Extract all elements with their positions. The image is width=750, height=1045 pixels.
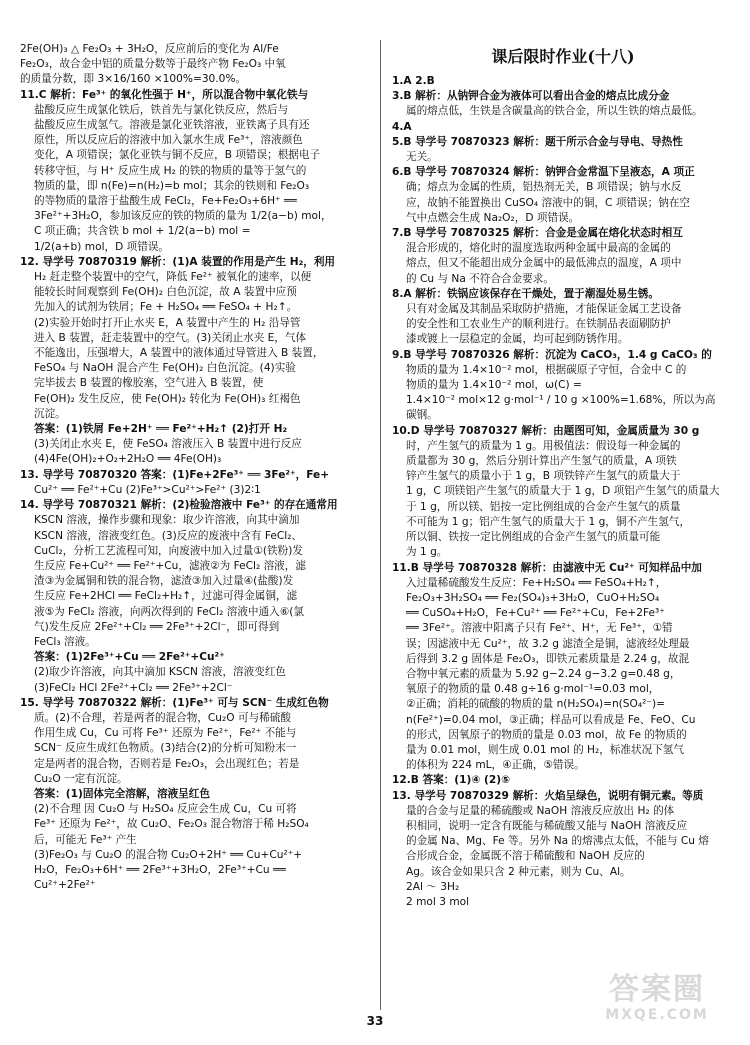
text-line: 10.D 导学号 70870327 解析：由题图可知，金属质量为 30 g <box>392 424 700 437</box>
text-line: 质。(2)不合理，若是两者的混合物，Cu₂O 可与稀硫酸 <box>34 711 291 724</box>
text-line: Fe₂O₃，故合金中铝的质量分数等于最终产物 Fe₂O₃ 中氧 <box>20 58 286 71</box>
text-line: 属的熔点低，生铁是含碳量高的铁合金，所以生铁的熔点最低。 <box>406 105 703 118</box>
text-line: 能较长时间观察到 Fe(OH)₂ 白色沉淀，故 A 装置中应预 <box>34 286 297 299</box>
text-line: 的金属 Na、Mg、Fe 等。另外 Na 的熔沸点太低，不能与 Cu 熔 <box>406 835 709 848</box>
text-line: (2)取少许溶液，向其中滴加 KSCN 溶液，溶液变红色 <box>34 666 287 679</box>
text-line: 12.B 答案：(1)④ (2)⑤ <box>392 774 511 787</box>
text-line: 不能逸出，压强增大，A 装置中的液体通过导管进入 B 装置， <box>34 347 324 360</box>
text-line: 变化，A 项错误；氯化亚铁与铜不反应，B 项错误；根据电子 <box>34 149 321 162</box>
text-line: (3)FeCl₂ HCl 2Fe²⁺+Cl₂ ══ 2Fe³⁺+2Cl⁻ <box>34 681 233 694</box>
text-line: (4)4Fe(OH)₂+O₂+2H₂O ══ 4Fe(OH)₃ <box>34 453 222 466</box>
text-line: ══ CuSO₄+H₂O，Fe+Cu²⁺ ══ Fe²⁺+Cu，Fe+2Fe³⁺ <box>406 607 665 620</box>
text-line: Cu²⁺+2Fe²⁺ <box>34 879 96 892</box>
text-line: 的质量分数，即 3×16/160 ×100%=30.0%。 <box>20 73 247 86</box>
column-divider <box>380 40 381 1010</box>
text-line: 物质的量为 1.4×10⁻² mol，根据碳原子守恒，合金中 C 的 <box>406 363 687 376</box>
text-line: 无关。 <box>406 151 438 164</box>
text-line: 作用生成 Cu，Cu 可将 Fe³⁺ 还原为 Fe²⁺，Fe²⁺ 不能与 <box>34 727 297 740</box>
text-line: 量的合金与足量的稀硫酸或 NaOH 溶液反应放出 H₂ 的体 <box>406 804 675 817</box>
text-line: 沉淀。 <box>34 407 66 420</box>
text-line: 熔点，但又不能超出成分金属中的最低沸点的温度，A 项中 <box>406 257 682 270</box>
text-line: Ag。该合金如果只含 2 种元素，则为 Cu、Al。 <box>406 865 631 878</box>
text-line: Cu₂O 一定有沉淀。 <box>34 772 128 785</box>
text-line: 后，可能无 Fe³⁺ 产生 <box>34 833 137 846</box>
text-line: 盐酸反应生成氢气。溶液是氯化亚铁溶液，亚铁离子具有还 <box>34 119 310 132</box>
text-line: Fe(OH)₂ 发生反应，使 Fe(OH)₂ 转化为 Fe(OH)₃ 红褐色 <box>34 392 301 405</box>
text-line: 11.B 导学号 70870328 解析：由滤液中无 Cu²⁺ 可知样品中加 <box>392 561 702 574</box>
text-line: 只有对金属及其制品采取防护措施，才能保证金属工艺设备 <box>406 303 682 316</box>
text-line: 误；因滤液中无 Cu²⁺，故 3.2 g 滤渣全是铜，滤液经处理最 <box>406 637 690 650</box>
text-line: H₂ 赶走整个装置中的空气，降低 Fe²⁺ 被氧化的速率，以便 <box>34 271 312 284</box>
text-line: CuCl₂，分析工艺流程可知，向废液中加入过量①(铁粉)发 <box>34 544 303 557</box>
left-column <box>20 42 360 893</box>
text-line: 混合形成的，熔化时的温度选取两种金属中最高的金属的 <box>406 242 671 255</box>
text-line: 转移守恒，与 H⁺ 反应生成 H₂ 的铁的物质的量等于氢气的 <box>34 164 307 177</box>
text-line: 2Fe(OH)₃ △ Fe₂O₃ + 3H₂O，反应前后的变化为 Al/Fe <box>20 43 279 55</box>
text-line: 9.B 导学号 70870326 解析：沉淀为 CaCO₃，1.4 g CaCO₃ 的 <box>392 348 712 361</box>
text-line: 3.B 解析：从钠钾合金为液体可以看出合金的熔点比成分金 <box>392 90 670 103</box>
text-line: 确；熔点为金属的性质，铝热剂无关，B 项错误；钠与水反 <box>406 181 682 194</box>
text-line: 时，产生氢气的质量为 1 g。用极值法：假设每一种金属的 <box>406 439 681 452</box>
text-line: 的体积为 224 mL，④正确，⑤错误。 <box>406 759 585 772</box>
text-line: (2)实验开始时打开止水夹 E，A 装置中产生的 H₂ 沿导管 <box>34 316 301 329</box>
text-line: 13. 导学号 70870320 答案：(1)Fe+2Fe³⁺ ══ 3Fe²⁺，Fe+ <box>20 468 330 481</box>
text-line: 积相同，说明一定含有既能与稀硫酸又能与 NaOH 溶液反应 <box>406 819 688 832</box>
text-line: 先加入的试剂为铁屑；Fe + H₂SO₄ ══ FeSO₄ + H₂↑。 <box>34 301 298 314</box>
text-line: 漆或镀上一层稳定的金属，均可起到防锈作用。 <box>406 333 629 346</box>
text-line: C 项正确；共含铁 b mol + 1/2(a−b) mol = <box>34 225 251 238</box>
text-line: ══ 3Fe²⁺。溶液中阳离子只有 Fe²⁺、H⁺，无 Fe³⁺，①错 <box>406 622 673 635</box>
text-line: FeSO₄ 与 NaOH 混合产生 Fe(OH)₂ 白色沉淀。(4)实验 <box>34 362 296 375</box>
text-line: (3)Fe₂O₃ 与 Cu₂O 的混合物 Cu₂O+2H⁺ ══ Cu+Cu²⁺+ <box>34 848 303 861</box>
page-number: 33 <box>366 1014 384 1028</box>
text-line: 的等物质的量溶于盐酸生成 FeCl₂，Fe+Fe₂O₃+6H⁺ ══ <box>34 195 297 208</box>
text-line: 的安全性和工农业生产的顺利进行。在铁制品表面刷防护 <box>406 318 671 331</box>
text-line: 进入 B 装置，赶走装置中的空气。(3)关闭止水夹 E，气体 <box>34 331 307 344</box>
text-line: 1.A 2.B <box>392 75 435 87</box>
text-line: 原性，所以反应后的溶液中加入氯水生成 Fe³⁺，溶液颜色 <box>34 134 303 147</box>
text-line: 的形式，因氧原子的物质的量是 0.03 mol，故 Fe 的物质的 <box>406 728 687 741</box>
text-line: 气中点燃会生成 Na₂O₂，D 项错误。 <box>406 211 580 224</box>
text-line: 为 1 g。 <box>406 546 448 559</box>
text-line: 质量都为 30 g，然后分别计算出产生氢气的质量，A 项铁 <box>406 455 677 468</box>
text-line: 生反应 Fe+2HCl ══ FeCl₂+H₂↑，过滤可得金属铜，滤 <box>34 590 298 603</box>
text-line: 12. 导学号 70870319 解析：(1)A 装置的作用是产生 H₂，利用 <box>20 255 336 268</box>
text-line: 的 Cu 与 Na 不符合合金要求。 <box>406 272 554 285</box>
text-line: 合物中氧元素的质量为 5.92 g−2.24 g−3.2 g=0.48 g， <box>406 667 681 680</box>
text-line: 14. 导学号 70870321 解析：(2)检验溶液中 Fe³⁺ 的存在通常用 <box>20 499 338 512</box>
text-line: 生反应 Fe+Cu²⁺ ══ Fe²⁺+Cu，滤液②为 FeCl₂ 溶液，滤 <box>34 559 306 572</box>
text-line: (2)不合理 因 Cu₂O 与 H₂SO₄ 反应会生成 Cu，Cu 可将 <box>34 803 297 816</box>
text-line: 物质的量为 1.4×10⁻² mol，ω(C) = <box>406 379 582 392</box>
text-line: 1.4×10⁻² mol×12 g·mol⁻¹ / 10 g ×100%=1.68%，所以为高 <box>406 394 716 407</box>
text-line: 入过量稀硫酸发生反应：Fe+H₂SO₄ ══ FeSO₄+H₂↑， <box>406 576 667 589</box>
text-line: 氧原子的物质的量 0.48 g÷16 g·mol⁻¹=0.03 mol， <box>406 683 660 696</box>
text-line: 答案：(1)固体完全溶解，溶液呈红色 <box>34 787 210 800</box>
text-line: (3)关闭止水夹 E，使 FeSO₄ 溶液压入 B 装置中进行反应 <box>34 438 302 451</box>
text-line: 15. 导学号 70870322 解析：(1)Fe³⁺ 可与 SCN⁻ 生成红色物 <box>20 696 329 709</box>
text-line: 于 1 g，所以镁、铝按一定比例组成的合金产生氢气的质量 <box>406 500 681 513</box>
right-column <box>392 74 734 910</box>
text-line: 完毕拔去 B 装置的橡胶塞，空气进入 B 装置，使 <box>34 377 264 390</box>
text-line: 4.A <box>392 120 412 133</box>
text-line: 液⑤为 FeCl₂ 溶液，向两次得到的 FeCl₂ 溶液中通入⑥(氯 <box>34 605 304 618</box>
text-line: 11.C 解析：Fe³⁺ 的氧化性强于 H⁺，所以混合物中氧化铁与 <box>20 88 309 101</box>
text-line: KSCN 溶液，操作步骤和现象：取少许溶液，向其中滴加 <box>34 514 300 527</box>
watermark-logo <box>582 973 732 1033</box>
text-line: Fe₂O₃+3H₂SO₄ ══ Fe₂(SO₄)₃+3H₂O，CuO+H₂SO₄ <box>406 591 660 604</box>
text-line: H₂O，Fe₂O₃+6H⁺ ══ 2Fe³⁺+3H₂O，2Fe³⁺+Cu ══ <box>34 863 286 876</box>
text-line: 应，故钠不能置换出 CuSO₄ 溶液中的铜，C 项错误；钠在空 <box>406 196 690 209</box>
text-line: 锌产生氢气的质量小于 1 g，B 项铁锌产生氢气的质量大于 <box>406 470 681 483</box>
text-line: 答案：(1)2Fe³⁺+Cu ══ 2Fe²⁺+Cu²⁺ <box>34 651 225 664</box>
text-line: 1/2(a+b) mol，D 项错误。 <box>34 240 170 253</box>
text-line: 气)发生反应 2Fe²⁺+Cl₂ ══ 2Fe³⁺+2Cl⁻，即可得到 <box>34 620 280 633</box>
text-line: 3Fe²⁺+3H₂O，参加该反应的铁的物质的量为 1/2(a−b) mol， <box>34 210 332 223</box>
text-line: ②正确；消耗的硫酸的物质的量 n(H₂SO₄)=n(SO₄²⁻)= <box>406 698 665 711</box>
watermark-text: 答案圈 <box>609 972 705 1007</box>
text-line: n(Fe²⁺)=0.04 mol，③正确；样品可以看成是 Fe、FeO、Cu <box>406 713 696 726</box>
text-line: 5.B 导学号 70870323 解析：题干所示合金与导电、导热性 <box>392 135 683 148</box>
text-line: 6.B 导学号 70870324 解析：钠钾合金常温下呈液态，A 项正 <box>392 166 695 179</box>
text-line: Fe³⁺ 还原为 Fe²⁺，故 Cu₂O、Fe₂O₃ 混合物溶于稀 H₂SO₄ <box>34 818 309 831</box>
watermark-url: MXQE.COM <box>605 1007 709 1023</box>
text-line: KSCN 溶液，溶液变红色。(3)反应的废液中含有 FeCl₂、 <box>34 529 303 542</box>
text-line: 盐酸反应生成氯化铁后，铁首先与氯化铁反应，然后与 <box>34 103 289 116</box>
text-line: 渣③为金属铜和铁的混合物，滤渣③加入过量④(盐酸)发 <box>34 575 294 588</box>
text-line: 合形成合金，金属既不溶于稀硫酸和 NaOH 反应的 <box>406 850 645 863</box>
text-line: 碳钢。 <box>406 409 438 422</box>
text-line: 2Al ～ 3H₂ <box>406 880 460 893</box>
text-line: 定是两者的混合物，否则若是 Fe₂O₃，会出现红色；若是 <box>34 757 300 770</box>
text-line: 1 g，C 项镁铝产生氢气的质量大于 1 g，D 项铝产生氢气的质量大 <box>406 485 720 498</box>
text-line: SCN⁻ 反应生成红色物质。(3)结合(2)的分析可知粉末一 <box>34 742 297 755</box>
text-line: 8.A 解析：铁锅应该保存在干燥处，置于潮湿处易生锈。 <box>392 287 659 300</box>
text-line: 2 mol 3 mol <box>406 895 470 908</box>
text-line: 7.B 导学号 70870325 解析：合金是金属在熔化状态时相互 <box>392 227 683 240</box>
text-line: FeCl₃ 溶液。 <box>34 635 96 648</box>
text-line: 所以铜、铁按一定比例组成的合金产生氢气的质量可能 <box>406 531 661 544</box>
text-line: 后得到 3.2 g 固体是 Fe₂O₃，即铁元素质量是 2.24 g，故混 <box>406 652 690 665</box>
text-line: Cu²⁺ ══ Fe²⁺+Cu (2)Fe³⁺>Cu²⁺>Fe²⁺ (3)2∶1 <box>34 483 261 496</box>
text-line: 物质的量，即 n(Fe)=n(H₂)=b mol；其余的铁则和 Fe₂O₃ <box>34 179 310 192</box>
text-line: 量为 0.01 mol，则生成 0.01 mol 的 H₂，标准状况下氢气 <box>406 743 684 756</box>
text-line: 不可能为 1 g；铝产生氢气的质量大于 1 g，铜不产生氢气， <box>406 515 691 528</box>
text-line: 答案：(1)铁屑 Fe+2H⁺ ══ Fe²⁺+H₂↑ (2)打开 H₂ <box>34 423 288 436</box>
right-section-heading: 课后限时作业(十八) <box>491 47 635 66</box>
text-line: 13. 导学号 70870329 解析：火焰呈绿色，说明有铜元素。等质 <box>392 789 704 802</box>
